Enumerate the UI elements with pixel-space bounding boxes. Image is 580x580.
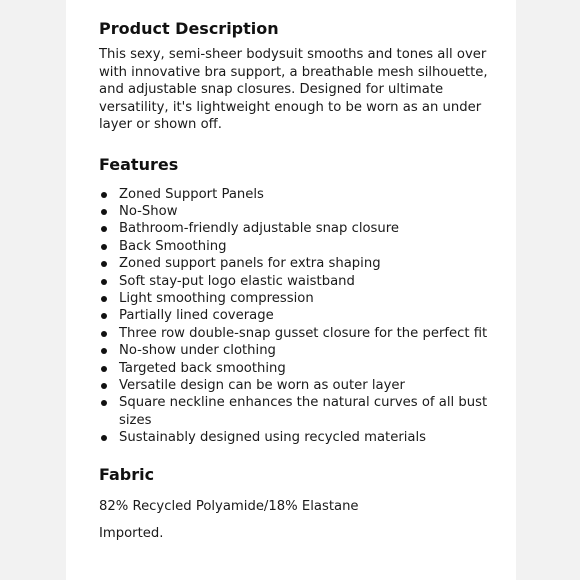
- feature-item: Soft stay-put logo elastic waistband: [99, 273, 499, 290]
- description-body: This sexy, semi-sheer bodysuit smooths and tones all over with innovative bra support, a breathable mesh silhouette, and adjustable snap closures. Designed for ultimate versatility, it's lightweight enough to be worn as an under layer or shown off.: [99, 47, 488, 132]
- document-page: [66, 0, 516, 580]
- feature-item: No-show under clothing: [99, 342, 499, 359]
- feature-item: Bathroom-friendly adjustable snap closure: [99, 220, 499, 237]
- fabric-composition: 82% Recycled Polyamide/18% Elastane: [99, 498, 359, 514]
- fabric-origin: Imported.: [99, 526, 164, 542]
- feature-item: Zoned Support Panels: [99, 186, 499, 203]
- feature-item: Square neckline enhances the natural curves of all bust sizes: [99, 394, 499, 429]
- features-heading: Features: [99, 154, 179, 174]
- feature-item: Partially lined coverage: [99, 307, 499, 324]
- feature-item: Back Smoothing: [99, 238, 499, 255]
- feature-item: Sustainably designed using recycled materials: [99, 429, 499, 446]
- feature-item: No-Show: [99, 203, 499, 220]
- features-list: [99, 186, 499, 447]
- feature-item: Light smoothing compression: [99, 290, 499, 307]
- document-content: [99, 18, 499, 543]
- feature-item: Targeted back smoothing: [99, 360, 499, 377]
- feature-item: Versatile design can be worn as outer layer: [99, 377, 499, 394]
- feature-item: Zoned support panels for extra shaping: [99, 255, 499, 272]
- fabric-heading: Fabric: [99, 464, 155, 484]
- feature-item: Three row double-snap gusset closure for the perfect fit: [99, 325, 499, 342]
- description-heading: Product Description: [99, 19, 279, 38]
